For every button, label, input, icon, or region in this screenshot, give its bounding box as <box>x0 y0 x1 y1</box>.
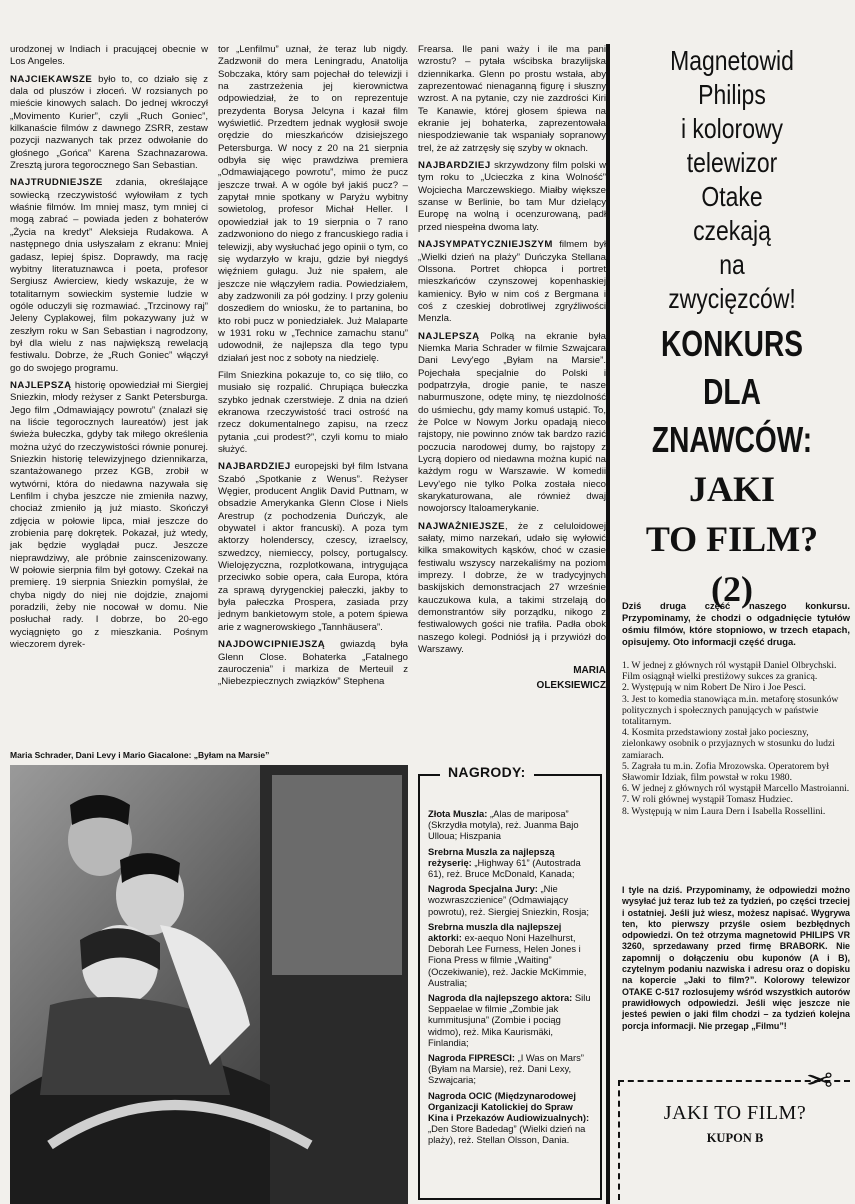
headline-line: zwycięzców! <box>668 283 796 314</box>
paragraph-lead: NAJWAŻNIEJSZE <box>418 520 505 532</box>
award-text: ex-aequo Noni Hazelhurst, Deborah Lee Furness, Helen Jones i Fiona Press w filmie „Waiting” (Oczekiwanie), reż. Jackie McKimmie, Australia; <box>428 932 587 988</box>
paragraph-text: gwiazdą była Glenn Close. Bohaterka „Fatalnego zauroczenia” i markiza de Merteuil z „Niebezpiecznych związków” Stephena <box>218 639 408 688</box>
paragraph-text: Polką na ekranie była Niemka Maria Schrader w filmie Szwajcara Dani Levy'ego „Byłam na Marsie”. Pojechała specjalnie do Polski i podpatrzyła, drogie panie, te nasze naburmuszone, odęte miny, tę niezdolność do uśmiechu, gdy mamy komuś ustąpić. To, że Polce w Nowym Jorku opadają nieco rajstopy, nie powinno znów tak bardzo razić poczucia narodowej dumy, bo rajstopy z Lycrą dopiero od niedawna można kupić na każdym rogu w Warszawie. W komedii Levy'ego nie tylko Polka została nieco skarykaturowana, ale również dwaj nowojorscy Italoamerykanie. <box>418 330 606 515</box>
paragraph-lead: NAJBARDZIEJ <box>418 160 491 172</box>
paragraph-text: , że z celuloidowej sałaty, mimo narzekań, udało się wyłowić kilka smakowitych kąsków, choć w czasie festiwalu wszyscy narzekaliśmy na poziom imprezy. I dobrze, że w tradycyjnych baskijskich demonstracjach 27 wrześnie kauczukowa kula, a takimi strzelają do demonstrantów siły porządku, nikogo z festiwalowych gości nie trafiła. Padła obok naszego kolegi. Podniósł ją i przywiózł do Warszawy. <box>418 520 606 656</box>
konkurs-line: KONKURS <box>661 323 803 364</box>
award-label: Nagroda dla najlepszego aktora: <box>428 992 573 1004</box>
paragraph-lead: NAJDOWCIPNIEJSZĄ <box>218 639 326 651</box>
contest-question: 8. Występują w nim Laura Dern i Isabella Rossellini. <box>622 805 826 817</box>
contest-closing: I tyle na dziś. Przypominamy, że odpowiedzi możno wysyłać już teraz lub też za tydzień, po części trzeciej i ostatniej. Jeśli już wiesz, możesz napisać. Wygrywa ten, kto pierwszy przyśle osiem bezbłędnych odpowiedzi. On też otrzyma magnetowid PHILIPS VR 3260, sprzedawany przed firmę BRABORK. Nie zapomnij o dołączeniu obu kuponów (A i B), czytelnym podaniu nazwiska i adresu oraz o dopisku na kopercie „Jaki to film?”. Kolorowy telewizor OTAKE C-517 rozlosujemy wśród wszystkich autorów prawidłowych odpowiedzi. Jeśli więc jeszcze nie jesteś pewien o jaki film chodzi – za tydzień kolejna porcja informacji. Nie przegap „Filmu”! <box>622 885 850 1031</box>
contest-question: 2. Występują w nim Robert De Niro i Joe Pesci. <box>622 682 806 694</box>
promo-headline <box>616 44 848 316</box>
author-name: OLEKSIEWICZ <box>536 679 606 691</box>
coupon-label: KUPON B <box>706 1131 764 1145</box>
contest-promo <box>616 44 848 610</box>
paragraph-text: zdania, określające sowiecką rzeczywistość wyłowiłam z tych właśnie filmów. Im mniej masz, tym mniej ci mogą zabrać – powiada jeden z bohaterów „Życia na kredyt” Aleksieja Rudakowa. A następnego dnia usłyszałam z ekranu: Mniej gadasz, lepiej śpisz. Doprawdy, ma rację wybitny literatuznawca i poeta, profesor Sergiusz Awierciew, kiedy wskazuje, że w totalitarnym sowieckim systemie ludzie w ogóle oduczyli się rozmawiać. „Trzcinowy raj” Jeleny Cyplakowej, film pokazywany już w zeszłym roku w San Sebastian i nagrodzony, był dla wielu z nas największą rewelacją festiwalu. Dobrze, że „Ruch Goniec” włączył go do swojego programu. <box>10 177 208 374</box>
paragraph-text: było to, co działo się z dala od pluszów i złoceń. W rozsianych po mieście kinowych salach. Do jednej wkroczył „Movimento Kurier”, czyli „Ruch Goniec”, kilkanaście filmów z dawnego ZSRR, zestaw pozycji nazwanych tak przez odwołanie do głośnego „Gońca” Karena Szachnazarowa. Zresztą jurora tegorocznego San Sebastian. <box>10 73 208 172</box>
award-text: „Nie wozwraszczienice” (Odmawiający powrotu), reż. Siergiej Sniezkin, Rosja; <box>428 883 590 917</box>
article-paragraph <box>418 331 606 516</box>
paragraph-text: tor „Lenfilmu” uznał, że teraz lub nigdy. Zadzwonił do mera Leningradu, Anatolija Sobczaka, który sam pojechał do telewizji i na zastrzeżenia jej kierownictwa odpowiedział, że to on reprezentuje prezydenta Borysa Jelcyna i kazał film wyświetlić. Przedtem jednak wygłosił swoje orędzie do mieszkańców dzisiejszego Petersburga. W nocy z 20 na 21 sierpnia odbyła się więc prawdziwa premiera „Odmawiającego powrotu”, mimo że pucz jeszcze trwał. A w ogóle był jakiś pucz? – zapytał mnie spotkany w Paryżu wybitny sowietolog, profesor Michał Heller. I opowiedział jak to 19 sierpnia o 7 rano zadzwoniono do niego z francuskiego radia i telewizji, aby wysłuchać jego opinii o tym, co się wydarzyło w kraju, gdzie był niegdyś więźniem gułagu. Już nie spałem, ale jeszcze nie włączyłem radia. Powiedziałem, aby zadzwonili za pół godziny. I przy goleniu doszedłem do wniosku, że to partanina, bo kto robi pucz w poniedziałek. Już Malaparte w 1931 roku w „Technice zamachu stanu” udowodnił, że najlepsza dla tego typu działań jest noc z soboty na niedzielę. <box>218 44 408 364</box>
article-paragraph <box>418 521 606 657</box>
award-text: „I Was on Mars” (Byłam na Marsie), reż. Dani Lexy, Szwajcaria; <box>428 1052 584 1086</box>
contest-title <box>616 324 848 460</box>
paragraph-text: filmem był „Wielki dzień na plaży” Duńczyka Stellana Olssona. Portret chłopca i portret mieszkańców czynszowej kopenhaskiej kamienicy. Było w nim coś z Bergmana i coś z czeskiej dobrotliwej zgryźliwości Menzla. <box>418 239 606 325</box>
paragraph-lead: NAJTRUDNIEJSZE <box>10 177 103 189</box>
contest-question: 5. Zagrała tu m.in. Zofia Mrozowska. Operatorem był Sławomir Idziak, film powstał w roku 1980. <box>622 760 830 784</box>
paragraph-text: urodzonej w Indiach i pracującej obecnie w Los Angeles. <box>10 44 208 68</box>
headline-line: Otake <box>701 181 763 212</box>
article-paragraph <box>10 74 208 173</box>
column-divider <box>606 44 610 1204</box>
award-text: „Alas de mariposa” (Skrzydła motyla), reż. Juanma Bajo Ulloua; Hiszpania <box>428 808 579 842</box>
paragraph-text: historię opowiedział mi Siergiej Sniezkin, młody reżyser z Sankt Petersburga. Jego film „Odmawiający powrotu” (znalazł się na liście tegorocznych laureatów) jest jak świeża bułeczka, gdyby tak miłego określenia można użyć do rzeczywistości równie ponurej. Sniezkin historię telewizyjnego dziennikarza, szantażowanego przez KGB, zrobił w wytwórni, która do niedawna nazywała się Lenfilm i chyba jeszcze nie zmieniła nazwy, chociaż zmieniło ją już miasto. Skończył zdjęcia w połowie lipca, miał jeszcze do zrobienia parę dokrętek. Pokazał, już wtedy, jak będzie wyglądał pucz. Jeszcze nieprawdziwy, ale próbnie zainscenizowany. W połowie sierpnia film był gotowy. Czekał na premierę. 19 sierpnia Sniezkin pomyślał, że chyba nigdy do niej nie dojdzie, znajomi poradzili, żeby nie nocował w domu. Nie posłuchał rady. I dobrze, bo 20-ego wyciągnięto go z mieszkania. Pośnym wieczorem dyrek- <box>10 379 208 651</box>
article-column-1 <box>10 44 208 657</box>
award-label: Nagroda OCIC (Międzynarodowej Organizacji Katolickiej do Spraw Kina i Przekazów Audiowizualnych): <box>428 1089 590 1124</box>
award-label: Złota Muszla: <box>428 808 488 819</box>
contest-question: 7. W roli głównej wystąpił Tomasz Hudziec. <box>622 794 793 806</box>
contest-question: 4. Kosmita przedstawiony został jako pocieszny, zielonkawy osobnik o przyjaznych w stosunku do ludzi zamiarach. <box>622 727 835 761</box>
awards-title: NAGRODY: <box>440 767 534 778</box>
award-label: Nagroda Specjalna Jury: <box>428 883 538 895</box>
award-item <box>428 1090 592 1146</box>
article-column-2 <box>218 44 408 694</box>
paragraph-lead: NAJLEPSZĄ <box>418 330 480 342</box>
awards-box <box>418 764 602 1200</box>
headline-line: czekają <box>693 215 771 246</box>
award-text: Silu Seppaelae w filmie „Zombie jak kummitusjuna” (Zombie i pociąg widmo), reż. Mika Kaurismäki, Finlandia; <box>428 992 591 1048</box>
headline-line: i kolorowy <box>680 113 784 144</box>
author-name: MARIA <box>573 664 606 676</box>
article-paragraph <box>418 44 606 155</box>
article-paragraph <box>218 639 408 688</box>
headline-line: Magnetowid <box>670 45 794 76</box>
coupon-b[interactable] <box>618 1080 850 1200</box>
award-item <box>428 846 592 880</box>
contest-intro: Dziś druga część naszego konkursu. Przypominamy, że chodzi o odgadnięcie tytułów ośmiu filmów, które stopniowo, w trzech etapach, opisujemy. Oto informacji część druga. <box>622 600 850 647</box>
paragraph-lead: NAJSYMPATYCZNIEJSZYM <box>418 239 553 251</box>
paragraph-lead: NAJCIEKAWSZE <box>10 73 93 85</box>
paragraph-text: europejski był film Istvana Szabó „Spotkanie z Wenus”. Reżyser Węgier, producent Anglik David Puttnam, w obsadzie Amerykanka Glenn Close i Niels Arestrup (z pochodzenia Duńczyk, ale obywatel i aktor francuski). A poza tym aktorzy holenderscy, czescy, izraelscy, szwedzcy, niemieccy, polscy, portugalscy. Wielojęzyczna, rozplotkowana, intrygująca przeciwko sobie opera, cała Europa, która za sprawą dyrygenckiej pałeczki, jakby to była pałeczka Prospera, zasiada przy jednym bankietowym stole, a potem śpiewa arie z wagnerowskiego „Tannhäusera”. <box>218 461 408 633</box>
award-item <box>428 808 592 842</box>
jaki-line: TO FILM? <box>645 519 819 559</box>
coupon-title: JAKI TO FILM? <box>663 1102 807 1124</box>
award-item <box>428 992 592 1048</box>
article-paragraph <box>418 239 606 325</box>
headline-line: Philips <box>698 79 766 110</box>
article-paragraph <box>418 160 606 234</box>
awards-list <box>428 808 592 1146</box>
headline-line: telewizor <box>686 147 778 178</box>
contest-question: 6. W jednej z głównych ról wystąpił Marcello Mastroianni. <box>622 783 850 795</box>
paragraph-text: Frearsa. Ile pani waży i ile ma pani wzrostu? – pytała wścibska brazylijska dziennikarka. Glenn po prostu wstała, aby zaprezentować nienaganną figurę i słuszny wzrost. A na pytanie, czy nie zazdrości Kiri Te Kanawie, której głosem śpiewa na ekranie jej bohaterka, zaprezentowała niespodziewanie tak wspaniały sopranowy trel, że aż zatrzęsły się szyby w oknach. <box>418 44 606 154</box>
award-label: Srebrna muszla dla najlepszej aktorki: <box>428 920 562 944</box>
jaki-line: JAKI <box>688 469 775 509</box>
headline-line: na <box>719 249 745 280</box>
contest-question: 3. Jest to komedia stanowiąca m.in. metaforę stosunków politycznych i społecznych panujących w państwie totalitarnym. <box>622 693 839 728</box>
jaki-line: (2) <box>711 569 753 609</box>
award-text: „Den Store Badedag” (Wielki dzień na plaży), reż. Stellan Olsson, Dania. <box>428 1123 586 1146</box>
award-label: Srebrna Muszla za najlepszą reżyserię: <box>428 845 555 868</box>
paragraph-lead: NAJBARDZIEJ <box>218 461 291 473</box>
film-still-photo <box>10 765 408 1204</box>
article-column-3 <box>418 44 606 693</box>
paragraph-text: skrzywdzony film polski w tym roku to „Ucieczka z kina Wolność” Wojciecha Marczewskiego. Miałby większe szanse w Berlinie, bo tam Mur dzielący Europę na wolną i ocenzurowaną, padł przed niespełna dwoma laty. <box>418 160 606 233</box>
award-text: „Highway 61” (Autostrada 61), reż. Bruce McDonald, Kanada; <box>428 856 581 880</box>
article-paragraph <box>218 44 408 365</box>
article-paragraph <box>218 370 408 456</box>
award-label: Nagroda FIPRESCI: <box>428 1052 515 1064</box>
photo-caption: Maria Schrader, Dani Levy i Mario Giacalone: „Byłam na Marsie” <box>10 750 270 760</box>
konkurs-line: ZNAWCÓW: <box>651 419 813 460</box>
paragraph-text: Film Sniezkina pokazuje to, co się tliło, co musiało się rozpalić. Chrupiąca bułeczka szybko jednak czerstwieje. Z dnia na dzień ekranowa rzeczywistość traci ostrość na rzecz dokumentalnego zapisu, na rzecz pytania „cui prodest?”, czyli komu to miało służyć. <box>218 369 408 455</box>
award-item <box>428 921 592 988</box>
contest-questions <box>622 660 850 817</box>
article-paragraph <box>10 380 208 652</box>
article-paragraph <box>10 44 208 69</box>
award-item <box>428 883 592 917</box>
contest-question: 1. W jednej z głównych ról wystąpił Daniel Olbrychski. Film osiągnął wielki prestiżowy sukces za granicą. <box>622 660 837 683</box>
scissors-icon: ✂ <box>806 1061 833 1097</box>
contest-subtitle <box>616 468 848 610</box>
paragraph-lead: NAJLEPSZĄ <box>10 379 72 391</box>
award-item <box>428 1052 592 1086</box>
article-paragraph <box>10 177 208 375</box>
article-paragraph <box>218 461 408 634</box>
konkurs-line: DLA <box>703 371 761 412</box>
film-still-image <box>10 765 408 1204</box>
author-signature <box>418 663 606 693</box>
